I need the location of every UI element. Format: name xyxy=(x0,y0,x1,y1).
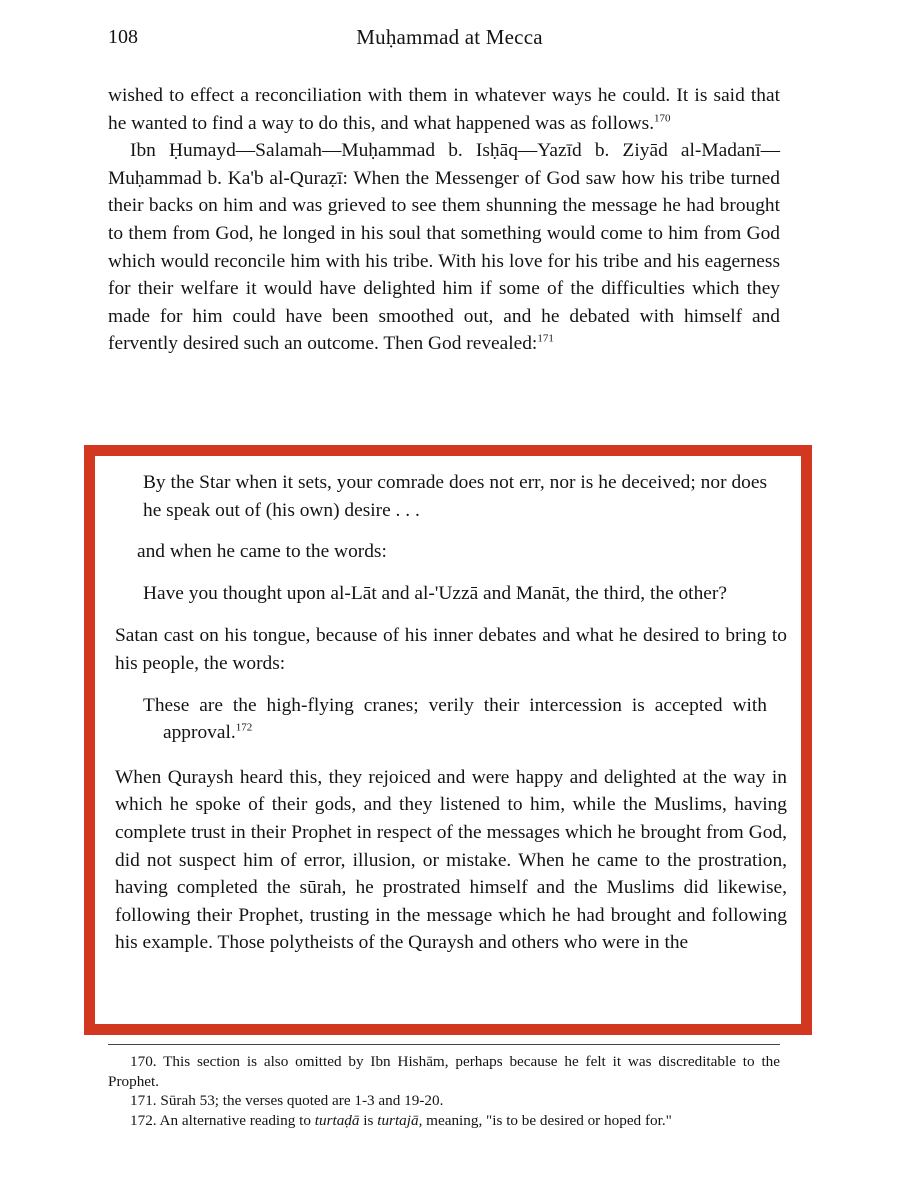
highlight-box xyxy=(84,445,812,1035)
footnote-171-number: 171. xyxy=(130,1092,157,1109)
quran-quote-lat-uzza-manat: Have you thought upon al-Lāt and al-'Uzzā and Manāt, the third, the other? xyxy=(143,582,727,604)
quran-quote-star: By the Star when it sets, your comrade does not err, nor is he deceived; nor does he speak out of (his own) desire . . . xyxy=(143,472,767,521)
footnotes xyxy=(108,1052,780,1130)
footnote-172-word-turtaja: turtajā, xyxy=(377,1111,423,1129)
main-text xyxy=(108,82,780,358)
footnote-172-text-c: meaning, "is to be desired or hoped for." xyxy=(426,1111,672,1129)
footnote-171-text: Sūrah 53; the verses quoted are 1-3 and 19-20. xyxy=(160,1092,444,1109)
quraysh-paragraph: When Quraysh heard this, they rejoiced and were happy and delighted at the way in which he spoke of their gods, and they listened to him, while the Muslims, having complete trust in their Prophet in respect of the messages which he brought from God, did not suspect him of error, illusion, or mistake. When he came to the prostration, having completed the sūrah, he prostrated himself and the Muslims did likewise, following their Prophet, trusting in the message which he had brought and following his example. Those polytheists of the Quraysh and others who were in the xyxy=(115,766,787,954)
footnote-172-text-b: is xyxy=(363,1111,374,1129)
satan-paragraph: Satan cast on his tongue, because of his inner debates and what he desired to bring to his people, the words: xyxy=(115,625,787,674)
cranes-quote xyxy=(115,692,787,747)
isnad-paragraph xyxy=(108,137,780,358)
intro-text: wished to effect a reconciliation with them in whatever ways he could. It is said that he wanted to find a way to do this, and what happened was as follows. xyxy=(108,85,780,134)
highlighted-passage xyxy=(115,473,787,957)
footnote-divider xyxy=(108,1044,780,1045)
footnote-172-text-a: An alternative reading to xyxy=(159,1111,311,1129)
footnote-ref-170[interactable]: 170 xyxy=(654,112,671,125)
isnad-text: Ibn Ḥumayd—Salamah—Muḥammad b. Isḥāq—Yazīd b. Ziyād al-Madanī—Muḥammad b. Ka'b al-Quraẓī: When the Messenger of God saw how his tribe turned their backs on him and was grieved to see them shunning the message he had brought to them from God, he longed in his soul that something would come to him from God which would reconcile him with his tribe. With his love for his tribe and his eagerness for their welfare it would have delighted him if some of the difficulties which they made for him could have been smoothed out, and he debated with himself and fervently desired such an outcome. Then God revealed: xyxy=(108,140,780,355)
footnote-170 xyxy=(108,1052,780,1091)
footnote-170-number: 170. xyxy=(130,1053,157,1070)
footnote-172-word-turtada: turtaḍā xyxy=(314,1111,360,1129)
intro-paragraph xyxy=(108,82,780,137)
cranes-quote-text: These are the high-flying cranes; verily their intercession is accepted with approval. xyxy=(143,694,767,744)
footnote-171 xyxy=(108,1091,780,1111)
footnote-172 xyxy=(108,1111,780,1131)
footnote-ref-172[interactable]: 172 xyxy=(235,721,253,734)
page-number: 108 xyxy=(108,26,138,48)
running-title: Muḥammad at Mecca xyxy=(356,25,543,49)
transition-paragraph: and when he came to the words: xyxy=(137,541,387,563)
footnote-172-number: 172. xyxy=(130,1111,157,1129)
footnote-ref-171[interactable]: 171 xyxy=(537,332,554,345)
footnote-170-text: This section is also omitted by Ibn Hishām, perhaps because he felt it was discreditable to the Prophet. xyxy=(108,1053,780,1090)
